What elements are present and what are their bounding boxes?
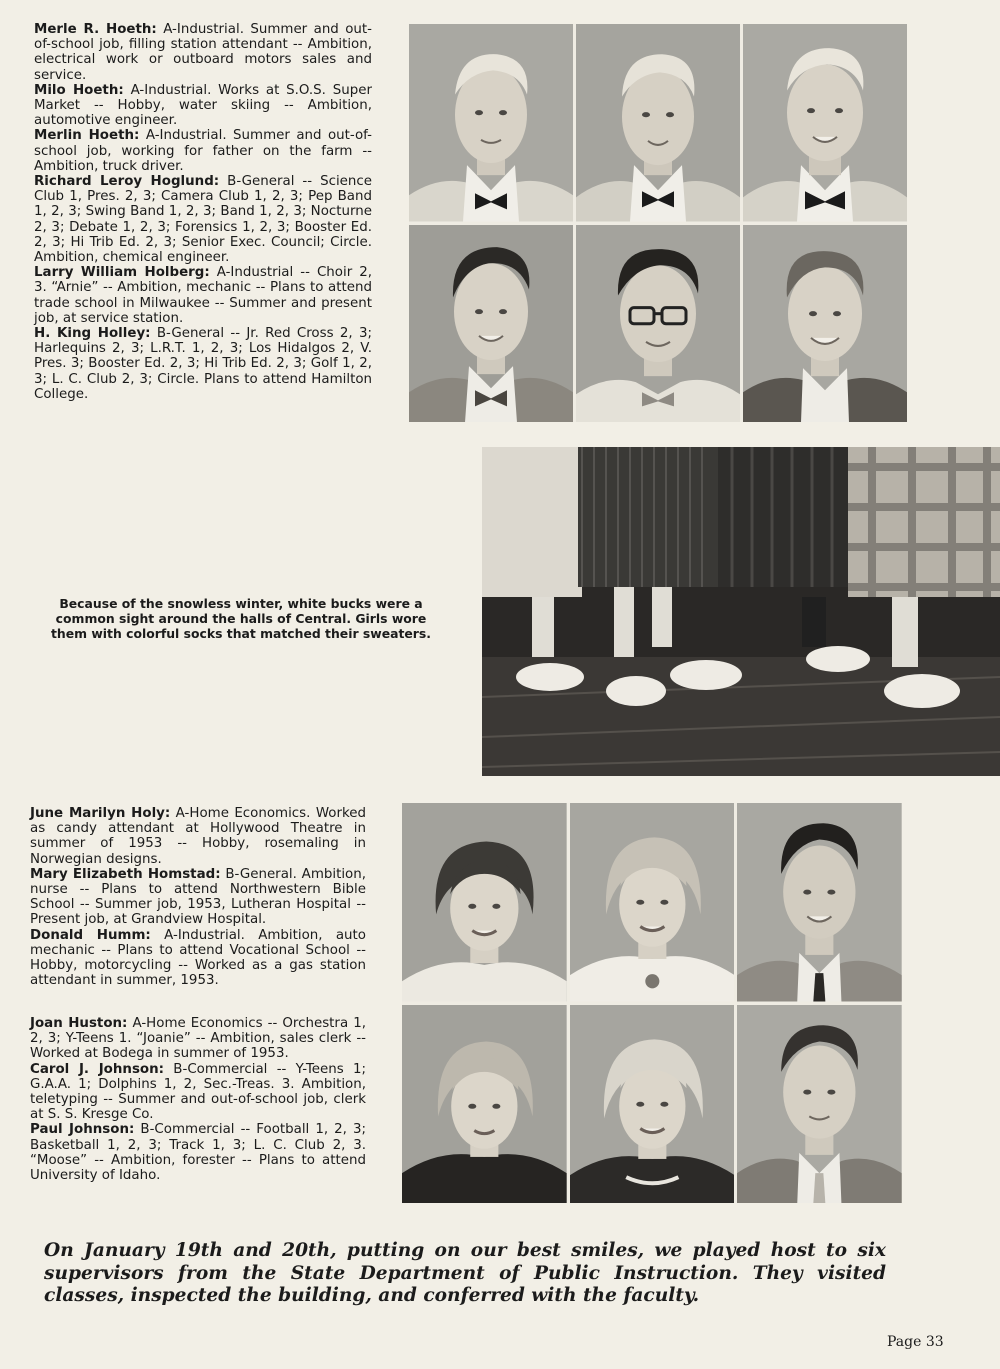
portrait-photo [737, 803, 902, 1002]
bio-text: A-Industrial. Works at S.O.S. Super Market -- Hobby, water skiing -- Ambition, automotive engineer. [34, 82, 372, 129]
bio-text: A-Home Economics -- Orchestra 1, 2, 3; Y-Teens 1. “Joanie” -- Ambition, sales clerk -- Worked at Bodega in summer of 1953. [30, 1016, 366, 1062]
portrait-photo [402, 803, 567, 1002]
bio-name: Larry William Holberg: [34, 265, 210, 281]
portrait-photo [743, 24, 907, 222]
bio-paul-johnson [30, 1122, 366, 1183]
bio-name: June Marilyn Holy: [30, 806, 171, 821]
bio-text: B-General -- Science Club 1, Pres. 2, 3; Camera Club 1, 2, 3; Pep Band 1, 2, 3; Swing Band 1, 2, 3; Band 1, 2, 3; Nocturne 2, 3; Debate 1, 2, 3; Forensics 1, 2, 3; Booster Ed. 2, 3; Hi Trib Ed. 2, 3; Senior Exec. Council; Circle. Ambition, chemical engineer. [34, 174, 373, 266]
bio-donald-humm [30, 928, 366, 989]
bios-top-column [34, 22, 372, 402]
bio-text: A-Industrial. Ambition, auto mechanic -- Plans to attend Vocational School -- Hobby, motorcycling -- Worked as a gas station attendant in summer, 1953. [30, 927, 366, 989]
bio-name: Mary Elizabeth Homstad: [30, 866, 221, 882]
bios-middle-column [30, 806, 366, 988]
bio-name: Milo Hoeth: [34, 82, 124, 98]
bio-text: A-Industrial. Summer and out-of-school job, working for father on the farm -- Ambition, truck driver. [34, 128, 372, 174]
portrait-photo [409, 225, 573, 423]
bios-lower-column [30, 1016, 366, 1183]
page-number: Page 33 [887, 1334, 944, 1350]
portrait-photo [409, 24, 573, 222]
bio-merlin-hoeth [34, 128, 372, 174]
bio-text: A-Industrial. Summer and out-of-school job, filling station attendant -- Ambition, electrical work or outboard motors sales and service. [34, 22, 372, 83]
bio-joan-huston [30, 1016, 366, 1062]
bio-milo-hoeth [34, 83, 372, 129]
bio-text: B-Commercial -- Y-Teens 1; G.A.A. 1; Dolphins 1, 2, Sec.-Treas. 3. Ambition, teletyping -- Summer and out-of-school job, clerk at S. S. Kresge Co. [30, 1061, 366, 1123]
bio-june-holy [30, 806, 366, 867]
bio-merle-hoeth [34, 22, 372, 83]
bio-mary-homstad [30, 867, 366, 928]
portrait-grid-top [409, 24, 907, 422]
bio-name: Donald Humm: [30, 927, 151, 943]
bio-name: Merle R. Hoeth: [34, 22, 157, 37]
bio-name: Richard Leroy Hoglund: [34, 174, 220, 190]
bio-text: B-General -- Jr. Red Cross 2, 3; Harlequins 2, 3; L.R.T. 1, 2, 3; Los Hidalgos 2, V. Pres. 3; Booster Ed. 2, 3; Hi Trib Ed. 2, 3; Golf 1, 2, 3; L. C. Club 2, 3; Circle. Plans to attend Hamilton College. [34, 326, 372, 402]
bio-text: B-General. Ambition, nurse -- Plans to attend Northwestern Bible School -- Summer job, 1953, Lutheran Hospital -- Present job, at Grandview Hospital. [30, 866, 366, 928]
white-bucks-photo [482, 447, 1000, 776]
bio-text: A-Industrial -- Choir 2, 3. “Arnie” -- Ambition, mechanic -- Plans to attend trade school in Milwaukee -- Summer and present job, at service station. [34, 265, 372, 326]
bio-name: Joan Huston: [30, 1016, 128, 1031]
bio-text: A-Home Economics. Worked as candy attendant at Hollywood Theatre in summer of 1953 -- Hobby, rosemaling in Norwegian designs. [30, 806, 366, 867]
bio-text: B-Commercial -- Football 1, 2, 3; Basketball 1, 2, 3; Track 1, 3; L. C. Club 2, 3. “Moose” -- Ambition, forester -- Plans to attend University of Idaho. [30, 1122, 366, 1184]
bio-name: Carol J. Johnson: [30, 1061, 165, 1077]
bio-name: H. King Holley: [34, 326, 151, 342]
bio-name: Merlin Hoeth: [34, 128, 140, 144]
portrait-photo [570, 1005, 735, 1204]
footer-paragraph: On January 19th and 20th, putting on our best smiles, we played host to six supervisors from the State Department of Public Instruction. They visited classes, inspected the building, and conferred with the faculty. [44, 1240, 886, 1306]
portrait-photo [743, 225, 907, 423]
portrait-photo [576, 225, 740, 423]
photo-caption: Because of the snowless winter, white bucks were a common sight around the halls of Central. Girls wore them with colorful socks that matched their sweaters. [50, 596, 431, 641]
portrait-photo [737, 1005, 902, 1204]
bio-carol-johnson [30, 1062, 366, 1123]
bio-name: Paul Johnson: [30, 1122, 135, 1138]
portrait-photo [570, 803, 735, 1002]
portrait-photo [402, 1005, 567, 1204]
portrait-grid-bottom [402, 803, 902, 1203]
bio-king-holley [34, 326, 372, 402]
portrait-photo [576, 24, 740, 222]
bio-larry-holberg [34, 265, 372, 326]
bio-richard-hoglund [34, 174, 372, 265]
